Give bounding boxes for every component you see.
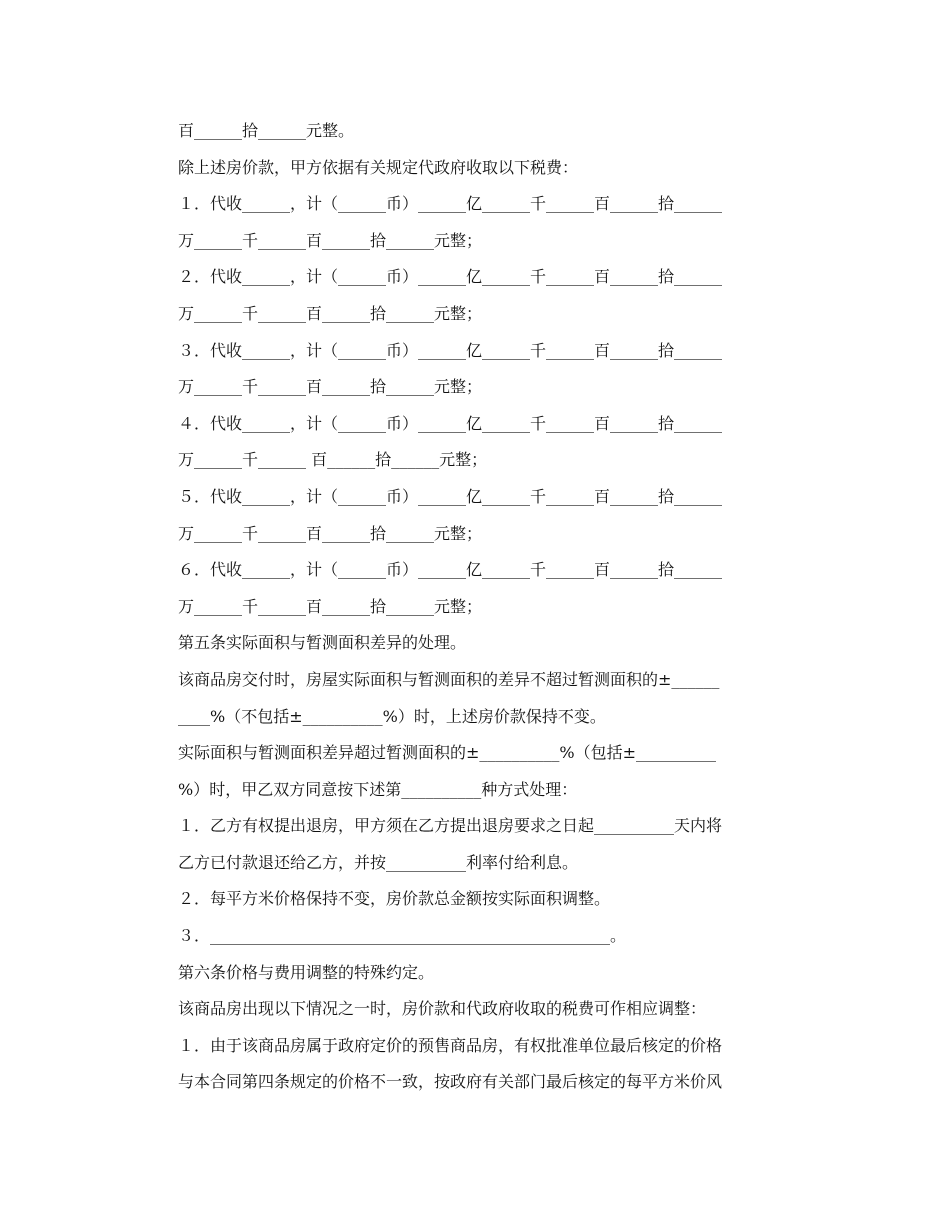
text-line: １．由于该商品房属于政府定价的预售商品房，有权批准单位最后核定的价格	[178, 1035, 723, 1055]
text-line: 万______千______百______拾______元整；	[178, 303, 483, 323]
text-line: 乙方已付款退还给乙方，并按__________利率付给利息。	[178, 852, 579, 872]
text-line: 该商品房出现以下情况之一时，房价款和代政府收取的税费可作相应调整：	[178, 999, 707, 1019]
section-heading: 第五条实际面积与暂测面积差异的处理。	[178, 633, 467, 653]
text-line: ３．__________________________________________________。	[178, 926, 627, 946]
text-line: 万______千______百______拾______元整；	[178, 230, 483, 250]
document-body	[178, 113, 818, 1101]
text-line: 万______千______百______拾______元整；	[178, 377, 483, 397]
text-line: %）时，甲乙双方同意按下述第__________种方式处理：	[178, 779, 578, 799]
text-line: ３．代收______，计（______币）______亿______千______百______拾______	[178, 340, 723, 360]
text-line: ____%（不包括±__________%）时，上述房价款保持不变。	[178, 706, 606, 726]
text-line: ４．代收______，计（______币）______亿______千______百______拾______	[178, 413, 723, 433]
text-line: 该商品房交付时，房屋实际面积与暂测面积的差异不超过暂测面积的±______	[178, 669, 720, 689]
text-line: 实际面积与暂测面积差异超过暂测面积的±__________%（包括±__________	[178, 743, 717, 763]
text-line: 万______千______百______拾______元整；	[178, 596, 483, 616]
text-line: ２．每平方米价格保持不变，房价款总金额按实际面积调整。	[178, 889, 611, 909]
section-heading: 第六条价格与费用调整的特殊约定。	[178, 962, 435, 982]
text-line: 万______千______ 百______拾______元整；	[178, 450, 488, 470]
text-line: 与本合同第四条规定的价格不一致，按政府有关部门最后核定的每平方米价风	[178, 1072, 723, 1092]
text-line: １．代收______，计（______币）______亿______千______百______拾______	[178, 194, 723, 214]
text-line: １．乙方有权提出退房，甲方须在乙方提出退房要求之日起__________天内将	[178, 816, 723, 836]
text-line: 百______拾______元整。	[178, 121, 355, 140]
text-line: ２．代收______，计（______币）______亿______千______百______拾______	[178, 267, 723, 287]
text-line: ５．代收______，计（______币）______亿______千______百______拾______	[178, 486, 723, 506]
text-line: 万______千______百______拾______元整；	[178, 523, 483, 543]
text-line: ６．代收______，计（______币）______亿______千______百______拾______	[178, 560, 723, 580]
text-line: 除上述房价款，甲方依据有关规定代政府收取以下税费：	[178, 157, 579, 177]
